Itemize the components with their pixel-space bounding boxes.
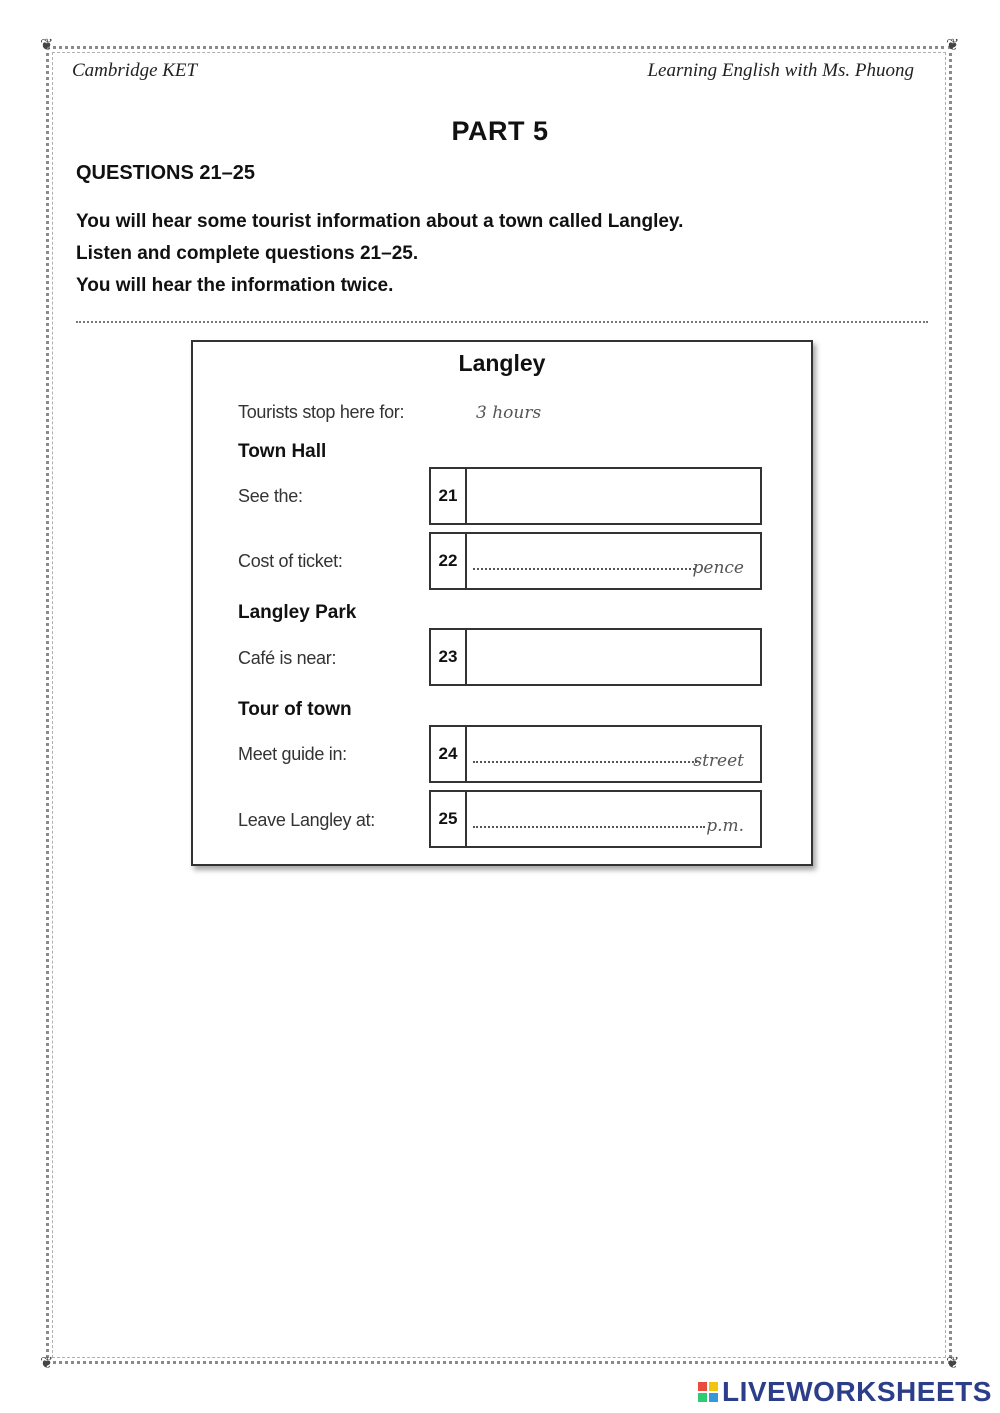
- answer-input-21[interactable]: [467, 469, 760, 523]
- answer-unit: pence: [692, 558, 744, 578]
- question-number: 23: [431, 630, 467, 684]
- corner-ornament-icon: ❦: [40, 37, 54, 54]
- instruction-line: You will hear some tourist information about a town called Langley.: [76, 211, 684, 232]
- header-course: Cambridge KET: [72, 60, 198, 81]
- question-number: 22: [431, 534, 467, 588]
- logo-square: [698, 1382, 707, 1391]
- answer-input-22[interactable]: [467, 534, 760, 588]
- section-town-hall: Town Hall: [238, 441, 327, 462]
- answer-unit: street: [693, 751, 744, 771]
- dotted-divider: [76, 321, 928, 323]
- corner-ornament-icon: ❦: [40, 1355, 54, 1372]
- answer-box-23: [429, 628, 762, 686]
- intro-answer: 3 hours: [476, 403, 542, 423]
- answer-box-25: [429, 790, 762, 848]
- answer-input-24[interactable]: [467, 727, 760, 781]
- answer-dotted-line: [473, 826, 705, 828]
- logo-square: [709, 1393, 718, 1402]
- corner-ornament-icon: ❦: [946, 37, 960, 54]
- answer-box-21: [429, 467, 762, 525]
- answer-box-22: [429, 532, 762, 590]
- corner-ornament-icon: ❦: [946, 1355, 960, 1372]
- answer-unit: p.m.: [706, 816, 744, 836]
- liveworksheets-brand: [698, 1376, 992, 1408]
- questions-heading: QUESTIONS 21–25: [76, 162, 255, 184]
- part-title: PART 5: [451, 116, 549, 146]
- intro-label: Tourists stop here for:: [238, 402, 405, 422]
- answer-dotted-line: [473, 761, 697, 763]
- question-label: See the:: [238, 486, 303, 506]
- answer-input-25[interactable]: [467, 792, 760, 846]
- header-teacher: Learning English with Ms. Phuong: [647, 60, 914, 81]
- question-number: 21: [431, 469, 467, 523]
- liveworksheets-logo-icon: [698, 1382, 718, 1402]
- answer-dotted-line: [473, 568, 695, 570]
- question-label: Café is near:: [238, 648, 337, 668]
- section-tour-of-town: Tour of town: [238, 699, 352, 720]
- question-number: 24: [431, 727, 467, 781]
- logo-square: [698, 1393, 707, 1402]
- answer-input-23[interactable]: [467, 630, 760, 684]
- question-label: Leave Langley at:: [238, 810, 376, 830]
- brand-name: LIVEWORKSHEETS: [722, 1376, 992, 1407]
- instruction-line: You will hear the information twice.: [76, 275, 394, 296]
- question-label: Meet guide in:: [238, 744, 347, 764]
- question-label: Cost of ticket:: [238, 551, 343, 571]
- question-number: 25: [431, 792, 467, 846]
- instructions: [76, 206, 683, 302]
- instruction-line: Listen and complete questions 21–25.: [76, 243, 419, 264]
- section-langley-park: Langley Park: [238, 602, 357, 623]
- logo-square: [709, 1382, 718, 1391]
- answer-box-24: [429, 725, 762, 783]
- card-title: Langley: [458, 350, 546, 376]
